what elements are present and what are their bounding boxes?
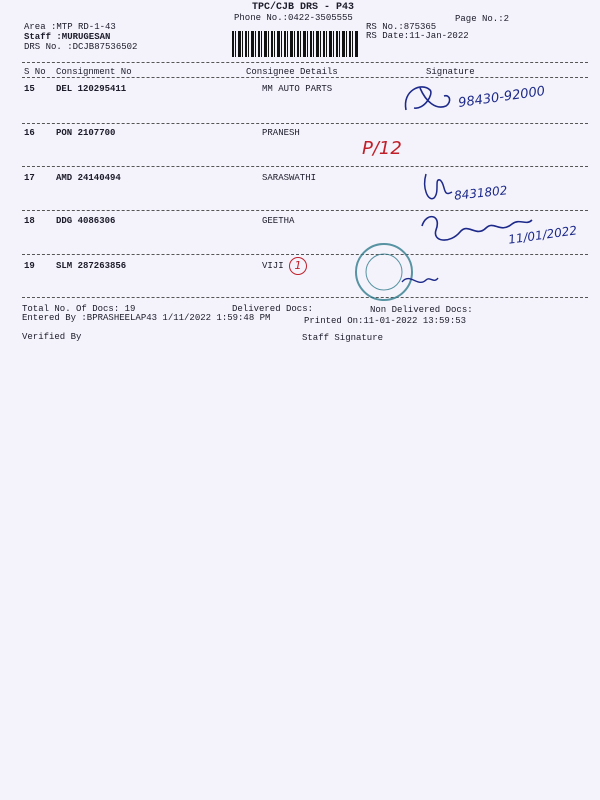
- handwritten-note: P/12: [362, 138, 402, 159]
- row-sno: 15: [24, 84, 35, 94]
- row-consignee: GEETHA: [262, 216, 295, 226]
- row-consignment: SLM 287263856: [56, 261, 127, 271]
- rs-number: RS No.:875365: [366, 22, 437, 32]
- row-consignment: PON 2107700: [56, 128, 116, 138]
- handwritten-number: 8431802: [453, 183, 509, 203]
- printed-on: Printed On:11-01-2022 13:59:53: [304, 316, 467, 326]
- delivered-docs: Delivered Docs:: [232, 304, 314, 314]
- verified-by: Verified By: [22, 332, 82, 342]
- handwritten-date: 11/01/2022: [507, 223, 578, 247]
- staff-label: Staff :MURUGESAN: [24, 32, 111, 42]
- non-delivered-docs: Non Delivered Docs:: [370, 305, 473, 315]
- page-number: Page No.:2: [455, 14, 510, 24]
- row-consignee: SARASWATHI: [262, 173, 317, 183]
- row-divider: [22, 166, 588, 167]
- column-header-sno: S No: [24, 67, 46, 77]
- row-divider: [22, 254, 588, 255]
- document-title: TPC/CJB DRS - P43: [252, 2, 355, 13]
- row-sno: 16: [24, 128, 35, 138]
- staff-signature: Staff Signature: [302, 333, 384, 343]
- divider: [22, 77, 588, 78]
- entered-by: Entered By :BPRASHEELAP43 1/11/2022 1:59:48 PM: [22, 313, 271, 323]
- phone-number: Phone No.:0422-3505555: [234, 13, 353, 23]
- stamp: [340, 240, 440, 310]
- divider: [22, 62, 588, 63]
- barcode: [232, 31, 358, 57]
- row-consignment: AMD 24140494: [56, 173, 121, 183]
- row-consignee: MM AUTO PARTS: [262, 84, 333, 94]
- row-divider: [22, 297, 588, 298]
- row-consignment: DEL 120295411: [56, 84, 127, 94]
- row-consignment: DDG 4086306: [56, 216, 116, 226]
- drs-number: DRS No. :DCJB87536502: [24, 42, 138, 52]
- row-divider: [22, 123, 588, 124]
- handwritten-phone: 98430-92000: [457, 83, 547, 112]
- handwritten-circle-mark: 1: [289, 257, 307, 275]
- row-sno: 18: [24, 216, 35, 226]
- total-docs: Total No. Of Docs: 19: [22, 304, 136, 314]
- column-header-signature: Signature: [426, 67, 475, 77]
- row-sno: 19: [24, 261, 35, 271]
- rs-date: RS Date:11-Jan-2022: [366, 31, 469, 41]
- row-sno: 17: [24, 173, 35, 183]
- row-consignee: VIJI: [262, 261, 284, 271]
- signature-row-17: [418, 168, 458, 212]
- signature-row-15: [400, 80, 460, 122]
- column-header-consignee: Consignee Details: [246, 67, 338, 77]
- area-label: Area :MTP RD-1-43: [24, 22, 116, 32]
- column-header-consignment: Consignment No: [56, 67, 132, 77]
- row-consignee: PRANESH: [262, 128, 300, 138]
